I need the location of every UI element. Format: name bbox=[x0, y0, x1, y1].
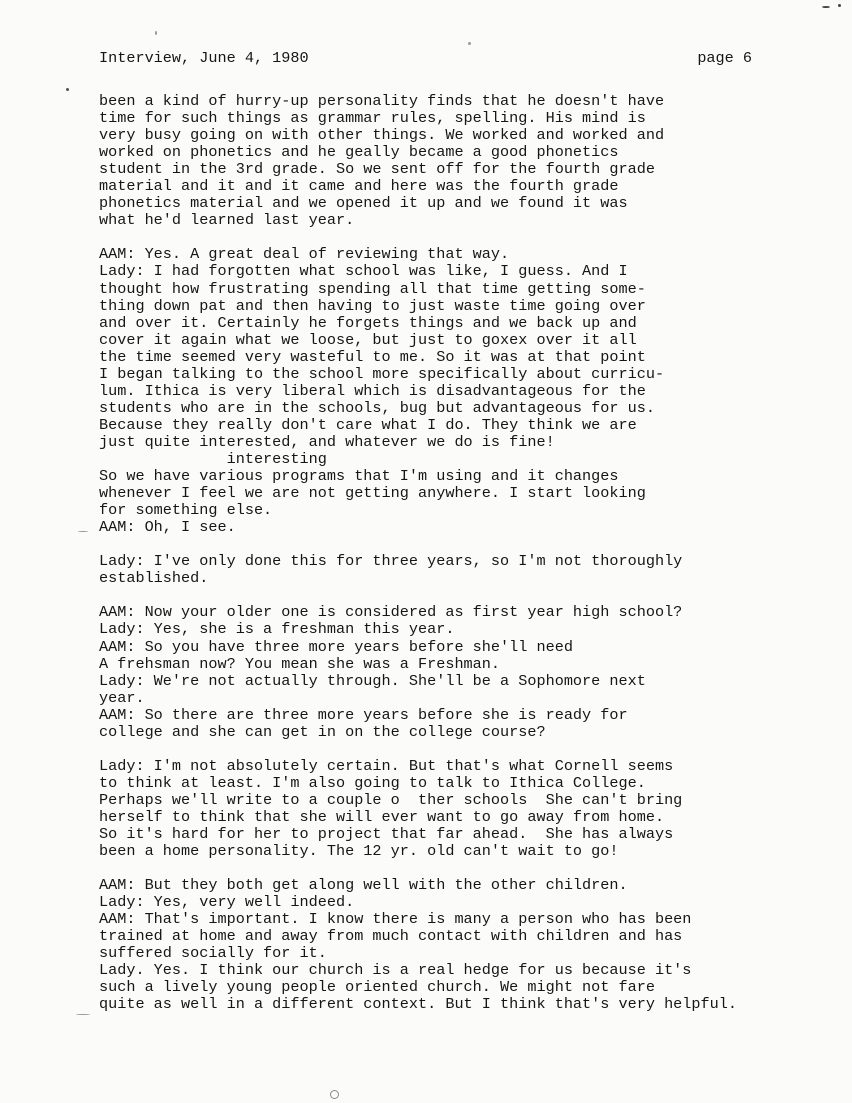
transcript-line: trained at home and away from much contact with children and has bbox=[99, 927, 683, 946]
transcript-line: AAM: That's important. I know there is many a person who has been bbox=[99, 910, 692, 929]
transcript-line: year. bbox=[99, 688, 145, 707]
transcript-line: and over it. Certainly he forgets things and we back up and bbox=[99, 313, 637, 332]
transcript-line: So it's hard for her to project that far ahead. She has always bbox=[99, 825, 674, 844]
paragraph-gap bbox=[99, 536, 819, 553]
transcript-line: Lady: We're not actually through. She'll be a Sophomore next bbox=[99, 671, 646, 690]
transcript-line: AAM: But they both get along well with the other children. bbox=[99, 876, 628, 895]
scan-speck bbox=[822, 6, 830, 8]
transcript-line: Lady. Yes. I think our church is a real hedge for us because it's bbox=[99, 961, 692, 980]
scan-speck bbox=[155, 31, 157, 35]
transcript-paragraph bbox=[99, 246, 819, 536]
transcript-line: whenever I feel we are not getting anywhere. I start looking bbox=[99, 484, 646, 503]
transcript-paragraph bbox=[99, 553, 819, 587]
transcript-line: to think at least. I'm also going to talk to Ithica College. bbox=[99, 773, 646, 792]
transcript-paragraph bbox=[99, 93, 819, 229]
transcript-line: established. bbox=[99, 569, 209, 588]
transcript-line: herself to think that she will ever want to go away from home. bbox=[99, 807, 665, 826]
transcript-line: thought how frustrating spending all that time getting some- bbox=[99, 279, 646, 298]
page-number: page 6 bbox=[697, 49, 752, 67]
transcript-line: Lady: Yes, very well indeed. bbox=[99, 893, 355, 912]
paragraph-gap bbox=[99, 860, 819, 877]
transcript-line: I began talking to the school more specifically about curricu- bbox=[99, 364, 665, 383]
transcript-line: for something else. bbox=[99, 501, 273, 520]
transcript-line: college and she can get in on the college course? bbox=[99, 722, 546, 741]
transcript-line: quite as well in a different context. But I think that's very helpful. bbox=[99, 995, 737, 1014]
paragraph-gap bbox=[99, 229, 819, 246]
transcript-body bbox=[99, 93, 819, 1014]
transcript-line: Lady: Yes, she is a freshman this year. bbox=[99, 620, 455, 639]
transcript-line: very busy going on with other things. We worked and worked and bbox=[99, 126, 665, 145]
transcript-line: been a home personality. The 12 yr. old can't wait to go! bbox=[99, 842, 619, 861]
transcript-line: A frehsman now? You mean she was a Freshman. bbox=[99, 654, 501, 673]
transcript-line: phonetics material and we opened it up and we found it was bbox=[99, 194, 628, 213]
transcript-line: thing down pat and then having to just waste time going over bbox=[99, 296, 646, 315]
transcript-paragraph bbox=[99, 604, 819, 740]
transcript-line: Lady: I had forgotten what school was like, I guess. And I bbox=[99, 262, 628, 281]
paragraph-gap bbox=[99, 587, 819, 604]
transcript-line: the time seemed very wasteful to me. So it was at that point bbox=[99, 347, 646, 366]
interview-title: Interview, June 4, 1980 bbox=[99, 49, 309, 67]
scan-speck bbox=[78, 531, 88, 532]
transcript-line: Lady: I've only done this for three years, so I'm not thoroughly bbox=[99, 552, 683, 571]
transcript-line: worked on phonetics and he geally became a good phonetics bbox=[99, 143, 619, 162]
transcript-line: Lady: I'm not absolutely certain. But that's what Cornell seems bbox=[99, 756, 674, 775]
transcript-line: suffered socially for it. bbox=[99, 944, 327, 963]
page-header bbox=[99, 49, 752, 71]
scan-speck bbox=[468, 42, 471, 45]
scan-speck bbox=[838, 4, 841, 7]
transcript-paragraph bbox=[99, 877, 819, 1013]
transcript-line: time for such things as grammar rules, spelling. His mind is bbox=[99, 109, 646, 128]
transcript-line: AAM: So you have three more years before she'll need bbox=[99, 637, 573, 656]
transcript-line: Perhaps we'll write to a couple o ther schools She can't bring bbox=[99, 790, 683, 809]
transcript-line: AAM: Oh, I see. bbox=[99, 518, 236, 537]
transcript-line: been a kind of hurry-up personality finds that he doesn't have bbox=[99, 92, 665, 110]
scan-speck bbox=[66, 88, 69, 91]
transcript-line: material and it and it came and here was the fourth grade bbox=[99, 177, 619, 196]
scan-speck bbox=[330, 1090, 339, 1099]
transcript-line: cover it again what we loose, but just to goxex over it all bbox=[99, 330, 637, 349]
transcript-line: students who are in the schools, bug but advantageous for us. bbox=[99, 398, 655, 417]
transcript-line: AAM: Yes. A great deal of reviewing that way. bbox=[99, 245, 510, 264]
transcript-line: AAM: Now your older one is considered as first year high school? bbox=[99, 603, 683, 622]
transcript-line: So we have various programs that I'm using and it changes bbox=[99, 467, 619, 486]
transcript-line: just quite interested, and whatever we do is fine! bbox=[99, 432, 555, 451]
transcript-line: student in the 3rd grade. So we sent off for the fourth grade bbox=[99, 160, 655, 179]
transcript-line: what he'd learned last year. bbox=[99, 211, 355, 230]
paragraph-gap bbox=[99, 741, 819, 758]
scan-speck bbox=[76, 1014, 90, 1015]
transcript-line: Because they really don't care what I do. They think we are bbox=[99, 415, 637, 434]
transcript-paragraph bbox=[99, 758, 819, 860]
transcript-line: AAM: So there are three more years before she is ready for bbox=[99, 705, 628, 724]
transcript-line: lum. Ithica is very liberal which is disadvantageous for the bbox=[99, 381, 646, 400]
transcript-line: interesting bbox=[99, 449, 327, 468]
transcript-line: such a lively young people oriented church. We might not fare bbox=[99, 978, 655, 997]
